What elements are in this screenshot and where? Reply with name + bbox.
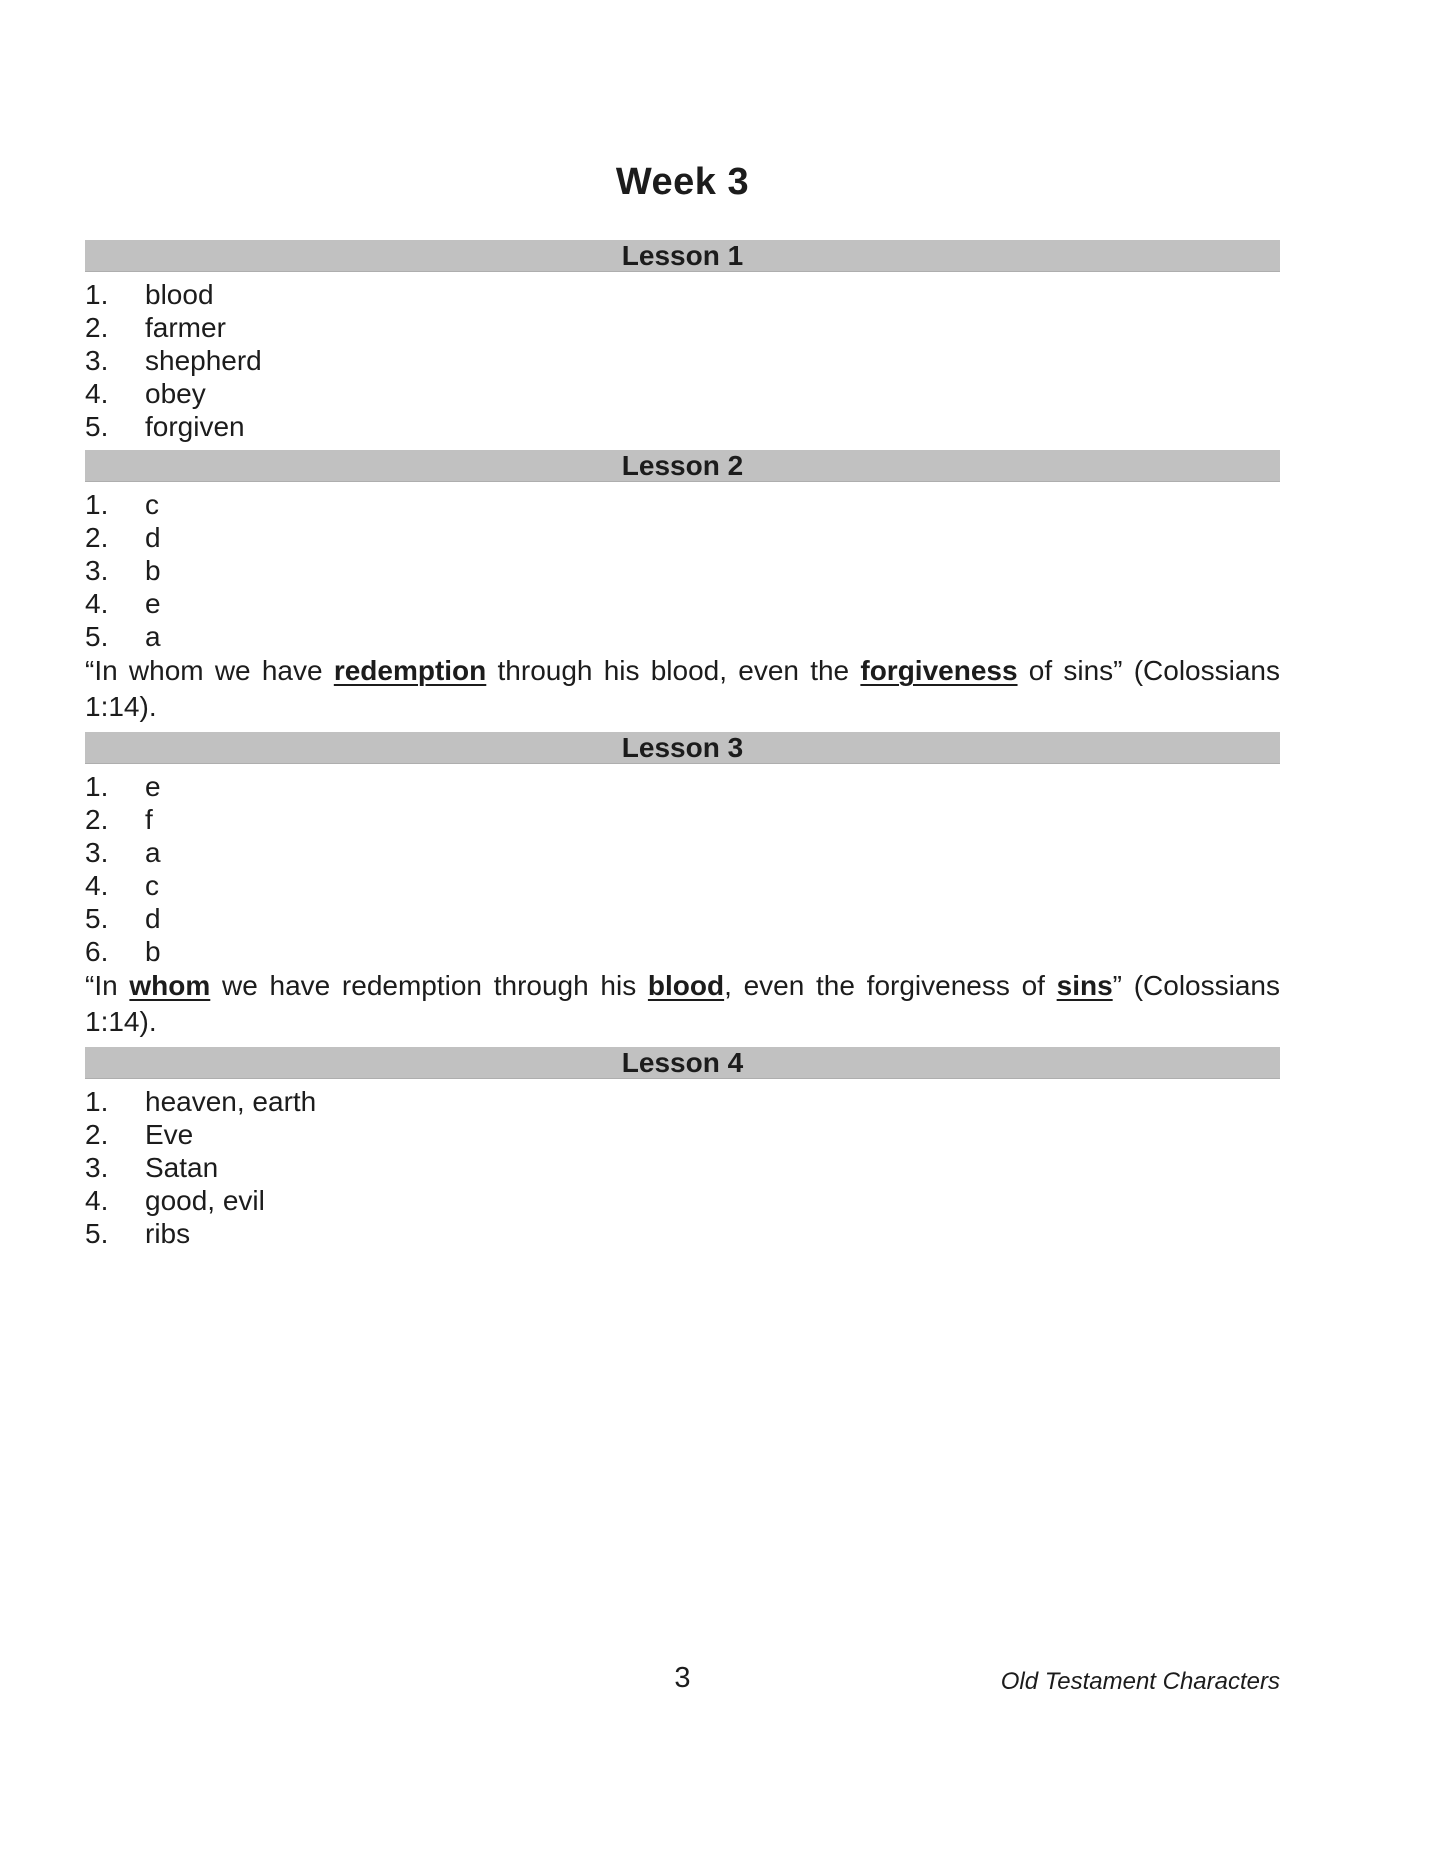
footer-page-number: 3	[674, 1662, 691, 1694]
scripture-quote	[85, 653, 1280, 725]
answer-list	[85, 770, 1280, 968]
answer-item	[85, 1151, 1280, 1184]
answer-number: 5.	[85, 411, 109, 442]
quote-text: , even the forgiveness of	[724, 970, 1057, 1001]
answer-text: d	[145, 903, 161, 934]
answer-text: c	[145, 489, 159, 520]
answer-number: 1.	[85, 279, 109, 310]
answer-item	[85, 1118, 1280, 1151]
page-footer	[85, 1660, 1280, 1700]
answer-number: 1.	[85, 1086, 109, 1117]
quote-blank-answer: forgiveness	[860, 655, 1018, 686]
answer-text: obey	[145, 378, 206, 409]
answer-text: e	[145, 771, 161, 802]
answer-item	[85, 836, 1280, 869]
answer-item	[85, 311, 1280, 344]
answer-text: e	[145, 588, 161, 619]
quote-text: “In whom we have	[85, 655, 334, 686]
quote-text: we have redemption through his	[210, 970, 648, 1001]
answer-item	[85, 278, 1280, 311]
answer-text: Satan	[145, 1152, 219, 1183]
section-label: Lesson 3	[621, 732, 744, 763]
answer-number: 2.	[85, 1119, 109, 1150]
answer-text: a	[145, 837, 161, 868]
answer-number: 3.	[85, 837, 109, 868]
answer-text: ribs	[145, 1218, 191, 1249]
answer-item	[85, 410, 1280, 443]
answer-number: 3.	[85, 345, 109, 376]
quote-blank-answer: whom	[129, 970, 211, 1001]
answer-list	[85, 278, 1280, 443]
answer-item	[85, 344, 1280, 377]
answer-number: 1.	[85, 489, 109, 520]
section-header	[85, 240, 1280, 272]
answer-text: Eve	[145, 1119, 194, 1150]
answer-text: heaven, earth	[145, 1086, 317, 1117]
answer-number: 4.	[85, 870, 109, 901]
page-title: Week 3	[615, 161, 750, 203]
answer-item	[85, 902, 1280, 935]
section-header	[85, 1047, 1280, 1079]
quote-text: through his blood, even the	[486, 655, 861, 686]
answer-item	[85, 1217, 1280, 1250]
answer-item	[85, 935, 1280, 968]
answer-number: 4.	[85, 378, 109, 409]
scripture-quote	[85, 968, 1280, 1040]
section-header	[85, 732, 1280, 764]
answer-text: d	[145, 522, 161, 553]
answer-number: 2.	[85, 804, 109, 835]
answer-item	[85, 377, 1280, 410]
answer-text: a	[145, 621, 161, 652]
answer-number: 5.	[85, 903, 109, 934]
answer-item	[85, 587, 1280, 620]
answer-text: farmer	[145, 312, 226, 343]
answer-item	[85, 1085, 1280, 1118]
answer-item	[85, 869, 1280, 902]
section-label: Lesson 1	[621, 240, 744, 271]
answer-number: 4.	[85, 588, 109, 619]
footer-book-title: Old Testament Characters	[1000, 1668, 1280, 1695]
answer-text: shepherd	[145, 345, 262, 376]
answer-text: blood	[145, 279, 214, 310]
answer-text: b	[145, 936, 161, 967]
answer-text: forgiven	[145, 411, 245, 442]
answer-text: f	[145, 804, 153, 835]
quote-blank-answer: sins	[1056, 970, 1113, 1001]
answer-number: 3.	[85, 555, 109, 586]
answer-text: b	[145, 555, 161, 586]
answer-number: 5.	[85, 621, 109, 652]
answer-item	[85, 1184, 1280, 1217]
answer-list	[85, 488, 1280, 653]
answer-list	[85, 1085, 1280, 1250]
answer-item	[85, 521, 1280, 554]
section-label: Lesson 2	[621, 450, 744, 481]
quote-text: ” (Colossians 1:14).	[85, 970, 1280, 1037]
answer-number: 1.	[85, 771, 109, 802]
section-label: Lesson 4	[621, 1047, 744, 1078]
quote-blank-answer: blood	[647, 970, 725, 1001]
quote-blank-answer: redemption	[333, 655, 487, 686]
answer-number: 6.	[85, 936, 109, 967]
answer-text: c	[145, 870, 159, 901]
section-header	[85, 450, 1280, 482]
quote-text: of sins” (Colossians 1:14).	[85, 655, 1280, 722]
answer-item	[85, 620, 1280, 653]
answer-text: good, evil	[145, 1185, 265, 1216]
quote-text: “In	[85, 970, 130, 1001]
answer-number: 2.	[85, 522, 109, 553]
answer-item	[85, 803, 1280, 836]
answer-number: 3.	[85, 1152, 109, 1183]
answer-number: 5.	[85, 1218, 109, 1249]
page-content	[85, 0, 1280, 1250]
answer-item	[85, 488, 1280, 521]
answer-number: 2.	[85, 312, 109, 343]
answer-item	[85, 770, 1280, 803]
answer-number: 4.	[85, 1185, 109, 1216]
answer-item	[85, 554, 1280, 587]
